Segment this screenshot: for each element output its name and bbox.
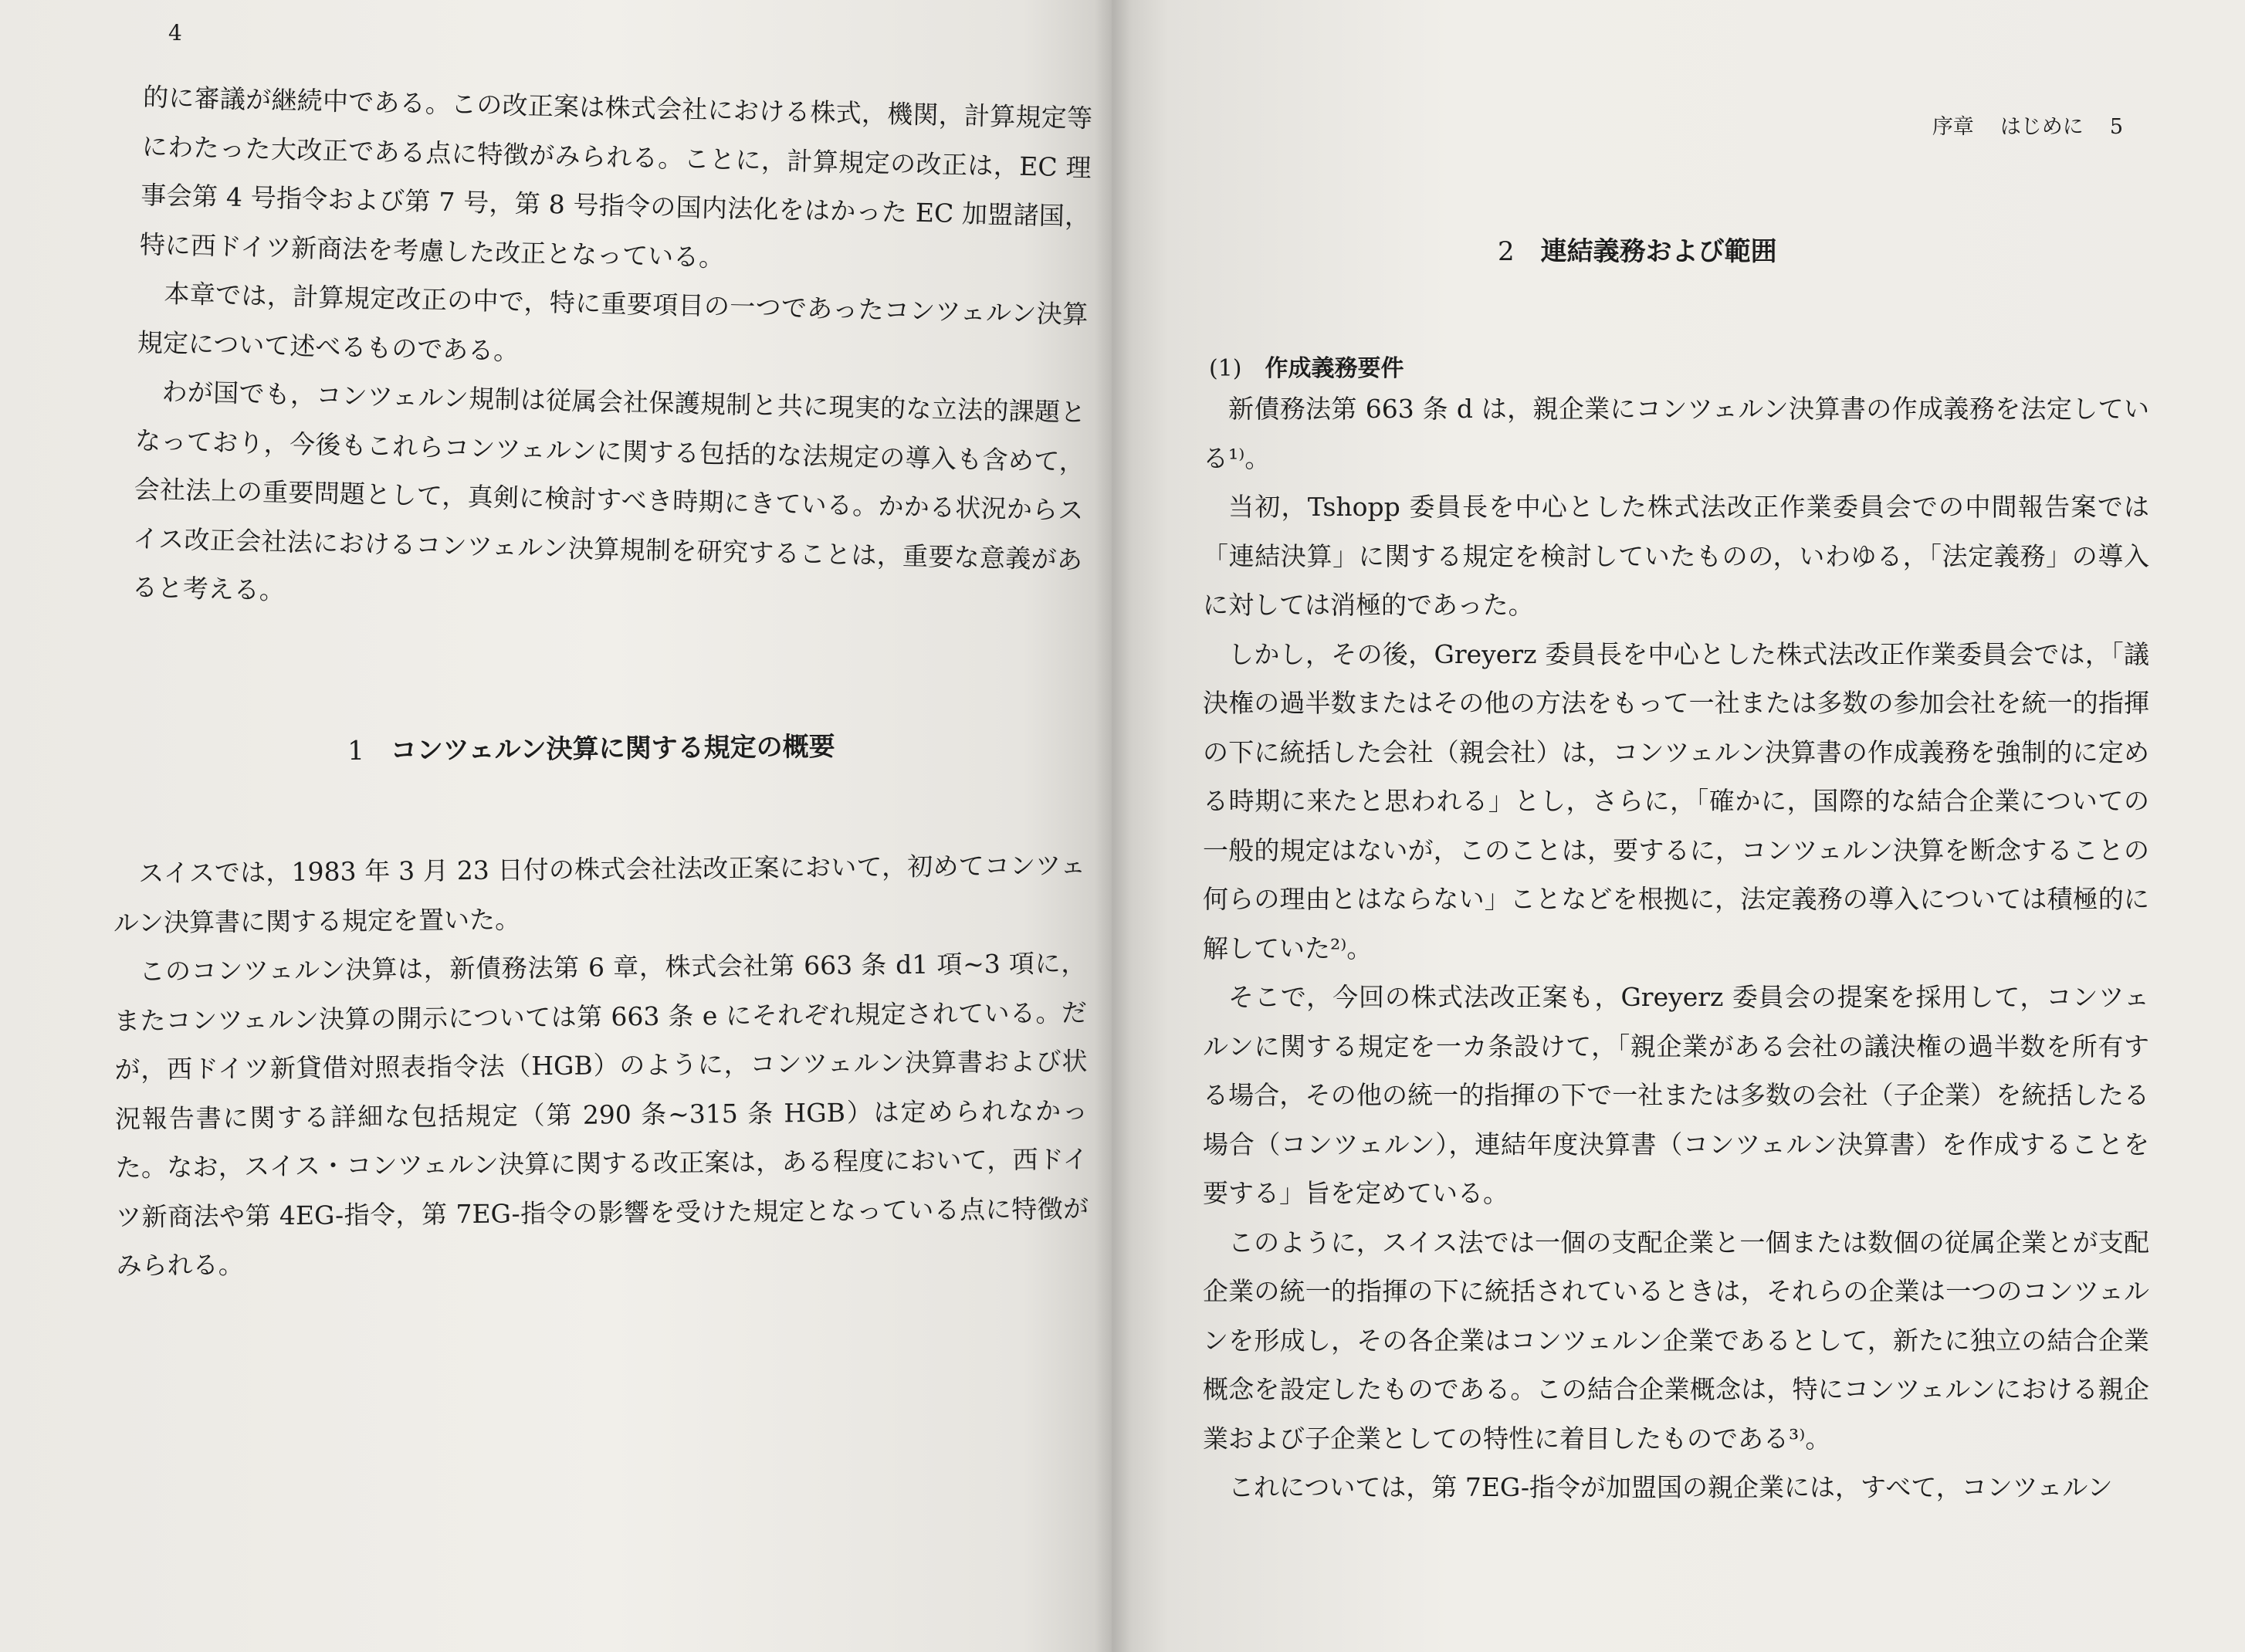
- subsection-title: 作成義務要件: [1265, 355, 1404, 382]
- paragraph: 新債務法第 663 条 d は，親企業にコンツェルン決算書の作成義務を法定している¹⁾。: [1203, 394, 2149, 473]
- right-body-text: [1203, 384, 2149, 1512]
- section-number: 1: [347, 735, 365, 767]
- running-header: [1906, 110, 2123, 140]
- left-page: [0, 0, 1112, 1652]
- section-heading-1: [347, 725, 835, 767]
- paragraph: このコンツェルン決算は，新債務法第 6 章，株式会社第 663 条 d1 項~3 項に，またコンツェルン決算の開示については第 663 条 e にそれぞれ規定されている。だが，西ドイツ新貸借対照表指令法（HGB）のように，コンツェルン決算書および状況報告書に関する詳細な包括規定（第 290 条~315 条 HGB）は定められなかった。なお，スイス・コンツェルン決算に関する改正案は，ある程度において，西ドイツ新商法や第 4EG-指令，第 7EG-指令の影響を受けた規定となっている点に特徴がみられる。: [113, 947, 1089, 1281]
- subsection-heading: [1209, 349, 1404, 383]
- left-bottom-text: [113, 841, 1089, 1290]
- paragraph: しかし，その後，Greyerz 委員長を中心とした株式法改正作業委員会では，「議決権の過半数またはその他の方法をもって一社または多数の参加会社を統一的指揮の下に統括した会社（親会社）は，コンツェルン決算書の作成義務を強制的に定める時期に来たと思われる」とし，さらに，「確かに，国際的な結合企業についての一般的規定はないが，このことは，要するに，コンツェルン決算を断念することの何らの理由とはならない」ことなどを根拠に，法定義務の導入については積極的に解していた²⁾。: [1203, 638, 2149, 963]
- page-number-left: 4: [168, 20, 182, 46]
- page-number-right: 5: [2109, 115, 2123, 139]
- left-top-text: [131, 73, 1093, 633]
- subsection-number: (1): [1209, 355, 1242, 382]
- running-header-chapter: 序章: [1932, 115, 1974, 139]
- paragraph: 本章では，計算規定改正の中で，特に重要項目の一つであったコンツェルン決算規定について述べるものである。: [137, 278, 1089, 366]
- paragraph: 的に審議が継続中である。この改正案は株式会社における株式，機関，計算規定等にわたった大改正である点に特徴がみられる。ことに，計算規定の改正は，EC 理事会第 4 号指令および第 7 号，第 8 号指令の国内法化をはかった EC 加盟諸国，特に西ドイツ新商法を考慮した改正となっている。: [139, 81, 1093, 273]
- paragraph: スイスでは，1983 年 3 月 23 日付の株式会社法改正案において，初めてコンツェルン決算書に関する規定を置いた。: [113, 850, 1086, 938]
- section-number: 2: [1498, 236, 1515, 267]
- paragraph: そこで，今回の株式法改正案も，Greyerz 委員会の提案を採用して，コンツェルンに関する規定を一カ条設けて，「親企業がある会社の議決権の過半数を所有する場合，その他の統一的指揮の下で一社または多数の会社（子企業）を統括したる場合（コンツェルン），連結年度決算書（コンツェルン決算書）を作成することを要する」旨を定めている。: [1203, 982, 2149, 1208]
- section-heading-2: [1498, 230, 1777, 268]
- running-header-title: はじめに: [2000, 115, 2084, 139]
- section-title: コンツェルン決算に関する規定の概要: [390, 731, 835, 767]
- book-gutter-shadow: [1095, 0, 1132, 1652]
- section-title: 連結義務および範囲: [1540, 236, 1777, 267]
- paragraph: このように，スイス法では一個の支配企業と一個または数個の従属企業とが支配企業の統一的指揮の下に統括されているときは，それらの企業は一つのコンツェルンを形成し，その各企業はコンツェルン企業であるとして，新たに独立の結合企業概念を設定したものである。この結合企業概念は，特にコンツェルンにおける親企業および子企業としての特性に着目したものである³⁾。: [1203, 1227, 2149, 1454]
- paragraph: 当初，Tshopp 委員長を中心とした株式法改正作業委員会での中間報告案では「連結決算」に関する規定を検討していたものの，いわゆる，「法定義務」の導入に対しては消極的であった。: [1203, 492, 2149, 620]
- paragraph: わが国でも，コンツェルン規制は従属会社保護規制と共に現実的な立法的課題となっており，今後もこれらコンツェルンに関する包括的な法規定の導入も含めて，会社法上の重要問題として，真剣に検討すべき時期にきている。かかる状況からスイス改正会社法におけるコンツェルン決算規制を研究することは，重要な意義があると考える。: [131, 376, 1086, 606]
- paragraph: これについては，第 7EG-指令が加盟国の親企業には，すべて，コンツェルン: [1228, 1472, 2113, 1502]
